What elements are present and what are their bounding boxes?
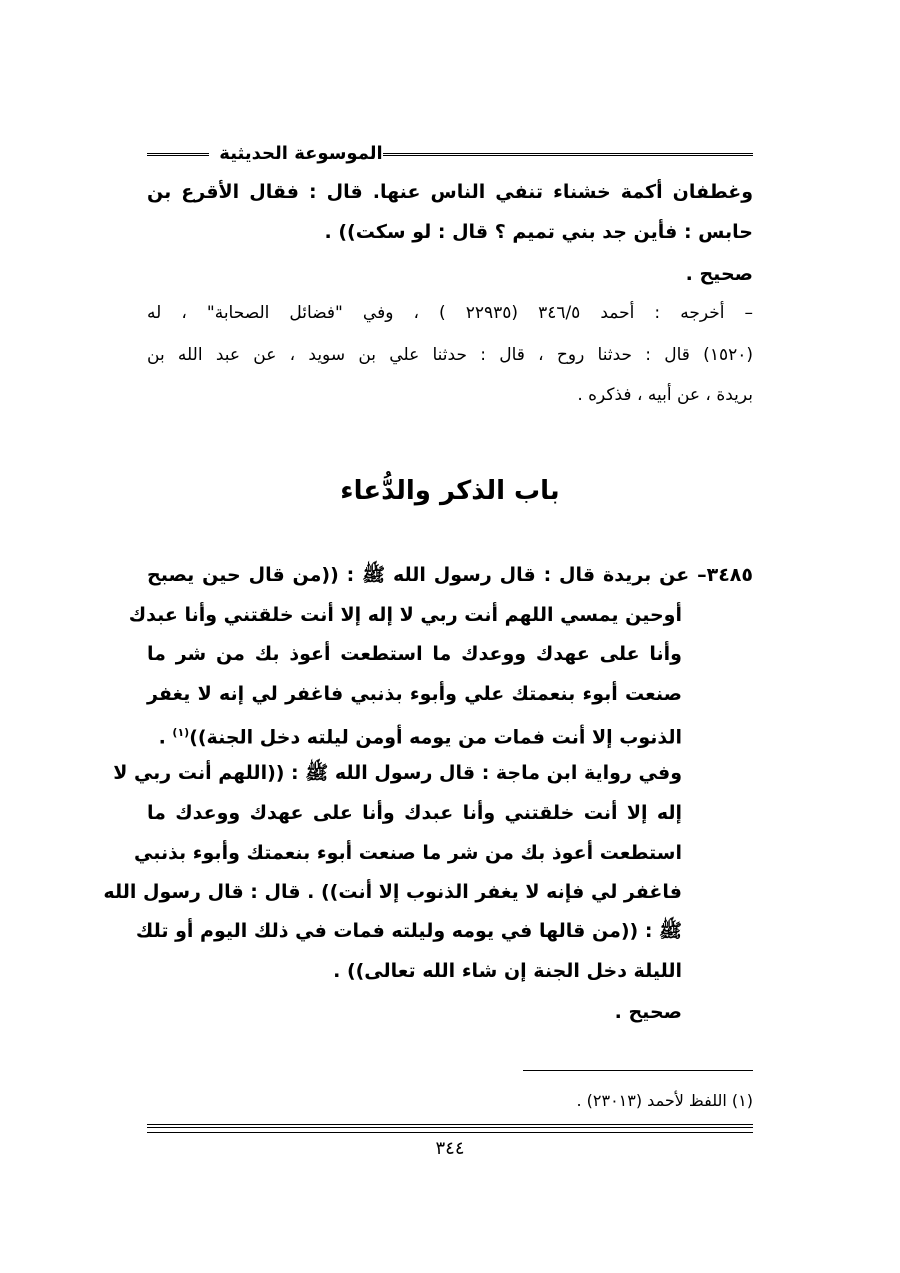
takhrij-line: (١٥٢٠) قال : حدثنا روح ، قال : حدثنا علي بن سويد ، عن عبد الله بن [147,345,753,365]
footnote: (١) اللفظ لأحمد (٢٣٠١٣) . [576,1091,753,1110]
footnote-ref: (١) [172,726,190,739]
hadith-line: ٣٤٨٥– عن بريدة قال : قال رسول الله ﷺ : ((من قال حين يصبح [147,564,753,586]
header-rule-right [383,153,753,156]
hadith-line: أوحين يمسي اللهم أنت ربي لا إله إلا أنت خلقتني وأنا عبدك [128,604,682,626]
book-page [103,0,753,1273]
text-line: حابس : فأين جد بني تميم ؟ قال : لو سكت)) . [324,221,753,243]
hadith-line: وفي رواية ابن ماجة : قال رسول الله ﷺ : ((اللهم أنت ربي لا [113,762,682,784]
grade-label: صحيح . [614,1001,682,1023]
hadith-line: استطعت أعوذ بك من شر ما صنعت أبوء بنعمتك وأبوء بذنبي [133,842,682,864]
hadith-line: إله إلا أنت خلقتني وأنا عبدك وأنا على عهدك ووعدك ما [147,802,682,824]
bottom-rule [147,1124,753,1133]
hadith-line-text: الذنوب إلا أنت فمات من يومه أومن ليلته دخل الجنة)) [189,726,682,749]
text-line: وغطفان أكمة خشناء تنفي الناس عنها. قال : فقال الأقرع بن [147,181,753,203]
chapter-heading: باب الذكر والدُّعاء [340,476,560,506]
running-title: الموسوعة الحديثية [219,143,383,164]
page-number: ٣٤٤ [435,1138,465,1159]
takhrij-line: – أخرجه : أحمد ٣٤٦/٥ (٢٢٩٣٥ ) ، وفي "فضائل الصحابة" ، له [147,303,753,323]
hadith-line: وأنا على عهدك ووعدك ما استطعت أعوذ بك من شر ما [147,643,682,665]
hadith-line: صنعت أبوء بنعمتك علي وأبوء بذنبي فاغفر لي إنه لا يغفر [147,683,682,705]
hadith-line-with-footnote [147,721,682,749]
grade-label: صحيح . [685,263,753,285]
takhrij-line: بريدة ، عن أبيه ، فذكره . [577,385,753,405]
line-tail: . [158,726,173,749]
footnote-separator [523,1070,753,1071]
running-header [147,143,753,169]
header-rule-left [147,153,209,156]
hadith-line: فاغفر لي فإنه لا يغفر الذنوب إلا أنت)) . قال : قال رسول الله [103,881,682,903]
hadith-line: ﷺ : ((من قالها في يومه وليلته فمات في ذلك اليوم أو تلك [135,920,682,942]
hadith-line: الليلة دخل الجنة إن شاء الله تعالى)) . [333,960,682,982]
